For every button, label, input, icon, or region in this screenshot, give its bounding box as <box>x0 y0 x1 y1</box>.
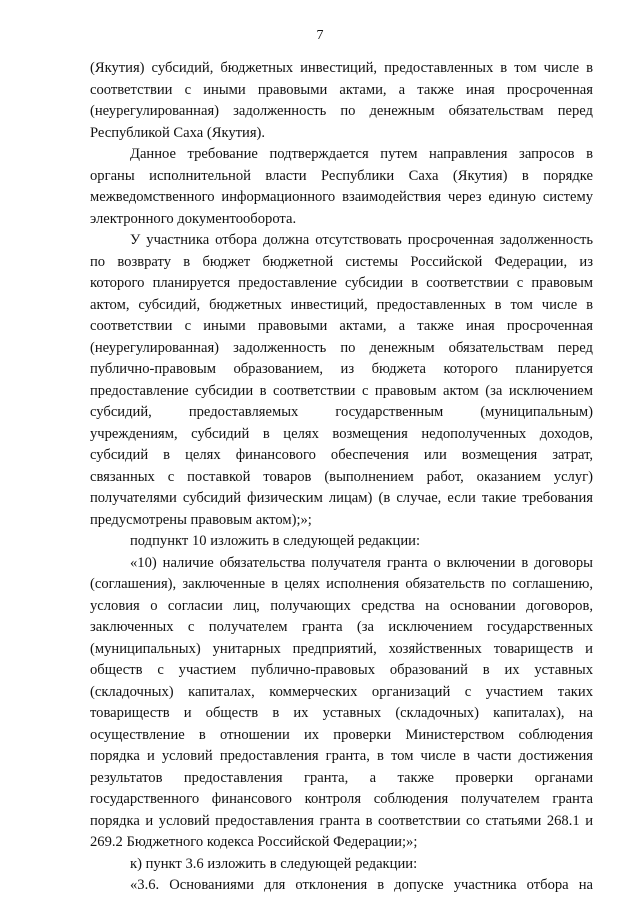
text-line: межведомственного информационного взаимодействия через единую систему <box>90 189 593 205</box>
text-line: результатов предоставления гранта, а также проверки органами <box>90 769 593 786</box>
text-line: предусмотрены правовым актом);»; <box>90 511 312 528</box>
text-line: «10) наличие обязательства получателя гранта о включении в договоры <box>130 554 593 571</box>
text-line: предоставление субсидии в соответствии с правовым актом (за исключением <box>90 382 593 399</box>
text-line: публично-правовым образованием, из бюджета которого планируется <box>90 361 593 377</box>
text-line: к) пункт 3.6 изложить в следующей редакции: <box>130 855 418 872</box>
text-line: порядка и условий предоставления гранта в соответствии со статьями 268.1 и <box>90 812 593 829</box>
text-line: (неурегулированная) задолженность по денежным обязательствам перед <box>90 339 593 356</box>
page-number: 7 <box>316 28 324 43</box>
text-line: заключенных с получателем гранта (за исключением государственных <box>90 619 593 635</box>
text-line: (складочных) капиталах, коммерческих организаций с участием таких <box>90 683 593 700</box>
text-line: соответствии с иными правовыми актами, а также иная просроченная <box>90 81 593 98</box>
text-line: «3.6. Основаниями для отклонения в допуске участника отбора на <box>130 877 593 893</box>
text-line: государственного финансового контроля соблюдения получателем гранта <box>90 791 593 807</box>
text-line: товариществ и обществ в их уставных (складочных) капиталах), на <box>90 705 593 721</box>
text-line: субсидий, предоставляемых государственным (муниципальным) <box>90 404 593 420</box>
text-line: (неурегулированная) задолженность по денежным обязательствам перед <box>90 103 593 119</box>
text-line: связанных с поставкой товаров (выполнением работ, оказанием услуг) <box>90 468 593 485</box>
text-line: субсидий в целях финансового обеспечения или возмещения затрат, <box>90 447 593 463</box>
text-line: У участника отбора должна отсутствовать просроченная задолженность <box>130 232 593 248</box>
text-line: обществ с участием публично-правовых образований в их уставных <box>90 662 593 678</box>
text-line: Республикой Саха (Якутия). <box>90 124 266 141</box>
text-line: электронного документооборота. <box>90 210 297 227</box>
document-body <box>90 58 593 897</box>
text-line: учреждениям, субсидий в целях возмещения недополученных доходов, <box>90 425 593 442</box>
text-line: условия о согласии лиц, получающих средства на основании договоров, <box>90 597 593 614</box>
text-line: по возврату в бюджет бюджетной системы Российской Федерации, из <box>90 253 593 270</box>
text-line: которого планируется предоставление субсидии в соответствии с правовым <box>90 275 593 291</box>
text-line: Данное требование подтверждается путем направления запросов в <box>130 146 593 162</box>
text-line: (соглашения), заключенные в целях исполнения обязательств по соглашению, <box>90 576 593 592</box>
text-line: актом, субсидий, бюджетных инвестиций, предоставленных в том числе в <box>90 296 593 313</box>
text-line: осуществление в отношении их проверки Министерством соблюдения <box>90 726 593 743</box>
text-line: (муниципальных) унитарных предприятий, хозяйственных товариществ и <box>90 640 593 657</box>
text-line: (Якутия) субсидий, бюджетных инвестиций, предоставленных в том числе в <box>90 60 593 76</box>
text-line: получателями субсидий физическим лицам) (в случае, если такие требования <box>90 490 593 506</box>
text-line: органы исполнительной власти Республики Саха (Якутия) в порядке <box>90 167 593 184</box>
text-line: подпункт 10 изложить в следующей редакции: <box>130 533 421 549</box>
text-line: соответствии с иными правовыми актами, а также иная просроченная <box>90 318 593 334</box>
text-line: порядка и условий предоставления гранта, в том числе в части достижения <box>90 748 593 764</box>
text-line: 269.2 Бюджетного кодекса Российской Федерации;»; <box>90 834 418 850</box>
